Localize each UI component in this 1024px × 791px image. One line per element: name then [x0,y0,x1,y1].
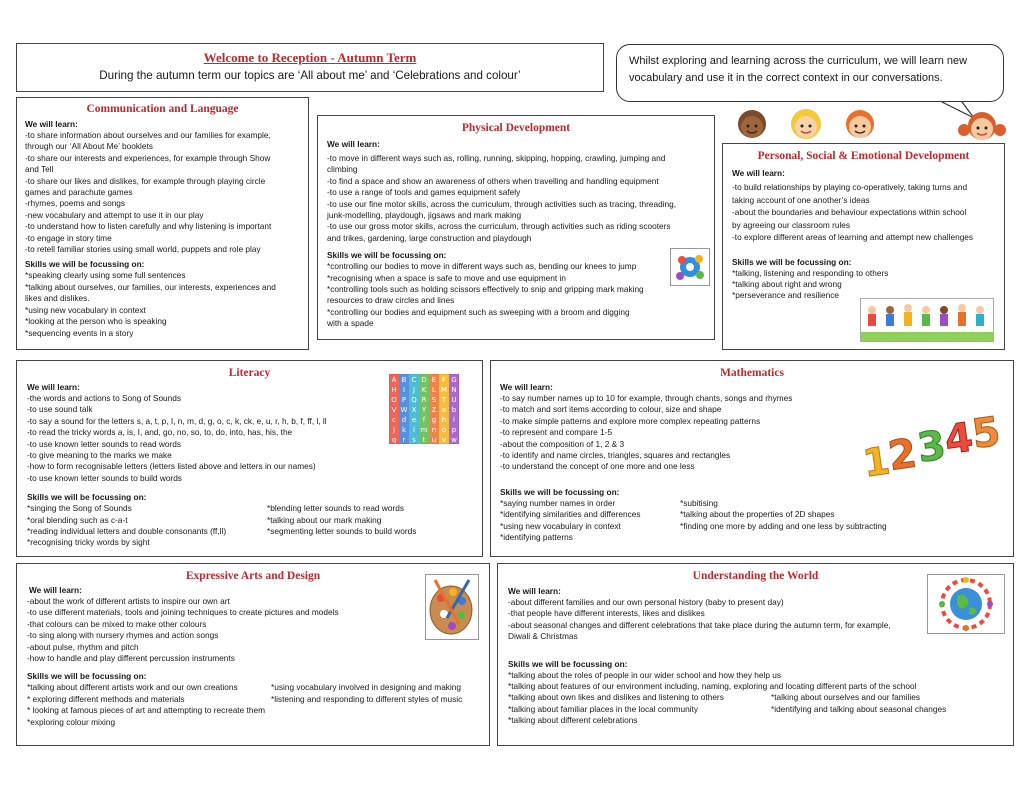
learn-line: -how to form recognisable letters (letters listed above and letters in our names) [27,461,316,472]
alphabet-letter: V [391,406,397,414]
alphabet-letter: s [412,436,416,444]
panel-title: Expressive Arts and Design [185,570,321,582]
skill-line: *oral blending such as c-a-t [27,514,128,525]
learn-heading: We will learn: [25,119,78,129]
skill-line: *singing the Song of Sounds [27,503,132,514]
alphabet-letter: J [412,386,416,394]
skill-line: *controlling tools such as holding scissors effectively to snip and gripping mark making [327,284,644,295]
learn-line: Diwali & Christmas [508,631,578,642]
alphabet-grid-icon [389,374,459,444]
skill-line: *controlling our bodies and equipment such as sweeping with a broom and digging [327,306,630,317]
skills-heading: Skills we will be focussing on: [27,492,147,503]
skill-line: *talking about ourselves and our families [771,692,920,703]
alphabet-letter: K [421,386,427,394]
skill-line: *blending letter sounds to read words [267,503,404,514]
alphabet-letter: i [453,416,455,424]
speech-bubble [616,44,1004,102]
learn-line: and trikes, gardening, large construction and playdough [327,232,532,243]
skill-line: *identifying patterns [500,532,573,543]
alphabet-letter: L [432,386,436,394]
learn-line: -to understand the concept of one more and one less [500,461,695,472]
learn-line: -about seasonal changes and different celebrations that take place during the autumn term, for example, [508,619,891,630]
learn-line: -to share information about ourselves and our families for example, [25,130,271,140]
learn-line: -to build relationships by playing co-operatively, taking turns and [732,182,968,192]
skill-line: *talking about features of our environment including, naming, exploring and locating different parts of the school [508,681,917,692]
skill-line: *listening and responding to different styles of music [271,693,463,704]
learn-line: -about the composition of 1, 2 & 3 [500,438,625,449]
alphabet-letter: R [421,396,427,404]
learn-line: -to understand how to listen carefully and why listening is important [25,221,272,232]
alphabet-letter: F [441,376,447,384]
alphabet-letter: W [400,406,408,414]
alphabet-letter: j [393,426,395,434]
learn-line: climbing [327,164,358,175]
learn-line: -to find a space and show an awareness of others when travelling and handling equipment [327,175,659,186]
learn-line: -rhymes, poems and songs [25,198,126,209]
learn-line: -to use our gross motor skills, across the curriculum, through activities such as riding scooters [327,221,671,232]
alphabet-letter: C [411,376,417,384]
alphabet-letter: n [431,426,437,434]
skill-line: with a spade [327,318,374,329]
learn-line: -about different families and our own personal history (baby to present day) [508,597,784,607]
skill-line: *perseverance and resilience [732,290,840,301]
number-digit: 2 [885,430,920,480]
learn-heading: We will learn: [732,168,785,178]
children-playing-icon [860,298,994,342]
skill-line: *talking about our mark making [267,514,382,525]
paint-splash-icon [670,248,710,286]
skill-line: likes and dislikes. [25,293,90,304]
alphabet-letter: f [422,416,426,424]
alphabet-letter: X [411,406,417,414]
learn-line: -to say number names up to 10 for example, through chants, songs and rhymes [500,393,793,403]
learn-heading: We will learn: [29,585,82,595]
bubble-line: vocabulary and use it in the correct context in our conversations. [629,72,943,84]
alphabet-letter: N [451,386,457,394]
skill-line: *talking about own likes and dislikes and listening to others [508,692,724,703]
skills-heading: Skills we will be focussing on: [327,250,447,261]
number-digit: 4 [941,414,976,464]
skill-line: *using new vocabulary in context [500,520,621,531]
learn-line: and Tell [25,164,54,175]
alphabet-letter: I [402,386,406,394]
skill-line: * looking at famous pieces of art and attempting to recreate them [27,705,265,716]
learn-line: -to use known letter sounds to read words [27,438,182,449]
skill-line: *recognising tricky words by sight [27,537,150,548]
learn-line: taking account of one another’s ideas [732,194,870,205]
skill-line: *reading individual letters and double consonants (ff,ll) [27,526,227,537]
panel-title: Communication and Language [86,103,239,115]
alphabet-letter: Z [431,406,437,414]
alphabet-letter: O [391,396,397,404]
children-faces-icon [730,104,1010,146]
learn-line: -to match and sort items according to colour, size and shape [500,404,722,415]
skill-line: *finding one more by adding and one less by subtracting [680,520,887,531]
learn-line: -the words and actions to Song of Sounds [27,393,182,403]
learn-line: -to share our likes and dislikes, for example through playing circle [25,175,266,186]
learn-line: -to use sound talk [27,404,93,415]
globe-children-icon [927,574,1005,634]
alphabet-letter: m [420,426,428,434]
learn-line: -to explore different areas of learning and attempt new challenges [732,232,974,242]
alphabet-letter: w [451,436,457,444]
learn-line: -to use different materials, tools and joining techniques to create pictures and models [27,607,339,618]
skill-line: *recognising when a space is safe to move and use equipment in [327,272,566,283]
learn-line: -to retell familiar stories using small world, puppets and role play [25,244,261,255]
alphabet-letter: B [401,376,407,384]
learn-heading: We will learn: [500,382,553,392]
alphabet-letter: r [402,436,406,444]
learn-line: -to use our fine motor skills, across the curriculum, through activities such as tracing, threading, [327,198,677,209]
skill-line: *saying number names in order [500,497,616,508]
learn-line: -to make simple patterns and explore more complex repeating patterns [500,415,761,426]
alphabet-letter: P [401,396,407,404]
skill-line: *talking about ourselves, our families, our interests, experiences and [25,281,276,292]
learn-heading: We will learn: [508,586,561,596]
skills-heading: Skills we will be focussing on: [27,671,147,682]
expressive-arts-panel [16,563,490,746]
learn-line: -to sing along with nursery rhymes and action songs [27,630,219,641]
skill-line: *talking about right and wrong [732,278,842,289]
learn-line: -to say a sound for the letters s, a, t, p, I, n, m, d, g, o, c, k, ck, e, u, r, h, b, f, ff, l, ll [27,415,327,426]
learn-line: -to represent and compare 1-5 [500,427,613,438]
alphabet-letter: A [391,376,397,384]
panel-title: Literacy [228,367,271,379]
learn-line: -about the work of different artists to inspire our own art [27,596,230,606]
learn-line: -about the boundaries and behaviour expectations within school [732,207,967,217]
alphabet-letter: E [431,376,437,384]
alphabet-letter: p [451,426,457,434]
welcome-banner [16,43,604,92]
alphabet-letter: v [441,436,447,444]
alphabet-letter: k [401,426,407,434]
alphabet-letter: l [413,426,415,434]
alphabet-letter: G [451,376,457,384]
skill-line: *identifying and talking about seasonal changes [771,703,947,714]
banner-subtitle: During the autumn term our topics are ‘All about me’ and ‘Celebrations and colour’ [99,69,521,82]
alphabet-letter: d [401,416,407,424]
alphabet-letter: Q [411,396,417,404]
alphabet-letter: h [441,416,447,424]
alphabet-letter: S [431,396,437,404]
alphabet-letter: M [440,386,448,394]
alphabet-letter: U [451,396,457,404]
learn-heading: We will learn: [27,382,80,392]
alphabet-letter: H [391,386,397,394]
learn-heading: We will learn: [327,139,380,149]
skills-heading: Skills we will be focussing on: [25,259,145,270]
number-digit: 3 [914,422,949,472]
learn-line: -to give meaning to the marks we make [27,450,172,461]
learn-line: -new vocabulary and attempt to use it in our play [25,209,204,220]
panel-title: Personal, Social & Emotional Development [757,150,970,162]
paint-palette-icon [425,574,479,640]
alphabet-letter: u [431,436,437,444]
alphabet-letter: b [451,406,457,414]
skill-line: *subitising [680,497,718,508]
learn-line: -that people have different interests, likes and dislikes [508,608,705,619]
skill-line: *controlling our bodies to move in different ways such as, bending our knees to jump [327,261,637,272]
learn-line: -to engage in story time [25,232,112,243]
panel-title: Understanding the World [692,570,819,582]
learn-line: junk-modelling, playdough, jigsaws and mark making [327,210,522,221]
learn-line: -about pulse, rhythm and pitch [27,641,139,652]
skills-heading: Skills we will be focussing on: [508,658,628,669]
skill-line: * exploring different methods and materials [27,693,185,704]
alphabet-letter: c [392,416,396,424]
banner-title: Welcome to Reception - Autumn Term [203,50,417,65]
skill-line: *talking about the properties of 2D shapes [680,509,835,520]
learn-line: through our ‘All About Me’ booklets [25,141,153,152]
skill-line: *talking about different celebrations [508,715,638,726]
physical-development-panel [317,115,715,340]
skill-line: *looking at the person who is speaking [25,316,167,327]
learn-line: games and parachute games [25,187,133,198]
skill-line: *using vocabulary involved in designing and making [271,682,462,693]
panel-title: Mathematics [720,367,784,379]
learn-line: by agreeing our classroom rules [732,219,851,230]
number-digit: 1 [860,438,893,486]
skill-line: *using new vocabulary in context [25,304,146,315]
learn-line: -how to handle and play different percussion instruments [27,653,235,664]
skill-line: resources to draw circles and lines [327,295,455,306]
skills-heading: Skills we will be focussing on: [732,256,852,267]
skill-line: *talking about the roles of people in our wider school and how they help us [508,669,782,680]
skills-heading: Skills we will be focussing on: [500,486,620,497]
learn-line: -to identify and name circles, triangles, squares and rectangles [500,450,731,461]
panel-title: Physical Development [461,122,571,134]
communication-language-panel [16,97,309,350]
number-digit: 5 [969,408,1004,459]
alphabet-letter: t [422,436,426,444]
learn-line: -to read the tricky words a, is, I, and, go, no, so, to, do, into, has, his, the [27,427,293,438]
skill-line: *segmenting letter sounds to build words [267,526,417,537]
learn-line: -that colours can be mixed to make other colours [27,618,207,629]
alphabet-letter: g [431,416,437,424]
skill-line: *talking about familiar places in the local community [508,703,698,714]
learn-line: -to move in different ways such as, rolling, running, skipping, hopping, crawling, jumping and [327,153,666,163]
skill-line: *exploring colour mixing [27,716,116,727]
bubble-line: Whilst exploring and learning across the curriculum, we will learn new [629,55,968,67]
skill-line: *talking about different artists work and our own creations [27,682,238,693]
learn-line: -to share our interests and experiences, for example through Show [25,152,271,163]
alphabet-letter: e [411,416,417,424]
alphabet-letter: q [391,436,397,444]
skill-line: *talking, listening and responding to others [732,267,889,278]
alphabet-letter: T [441,396,447,404]
alphabet-letter: a [441,406,447,414]
alphabet-letter: Y [421,406,427,414]
learn-line: -to use known letter sounds to build words [27,472,182,483]
learn-line: -to use a range of tools and games equipment safely [327,187,521,198]
alphabet-letter: o [441,426,447,434]
skill-line: *identifying similarities and differences [500,509,641,520]
alphabet-letter: D [421,376,427,384]
skill-line: *sequencing events in a story [25,327,134,338]
skill-line: *speaking clearly using some full sentences [25,270,186,281]
